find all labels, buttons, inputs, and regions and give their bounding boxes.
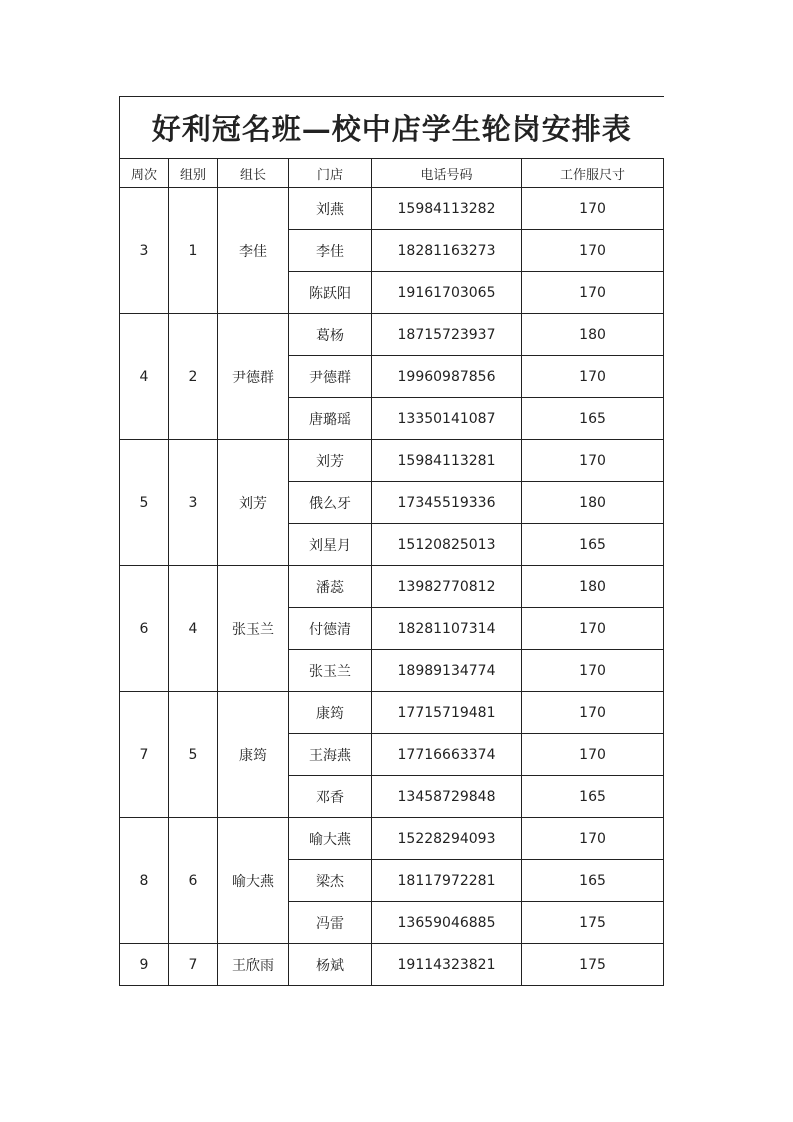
phone-cell: 18117972281 <box>372 860 522 902</box>
uniform-size-cell: 165 <box>522 860 664 902</box>
phone-cell: 17345519336 <box>372 482 522 524</box>
page-title: 好利冠名班—校中店学生轮岗安排表 <box>120 97 664 159</box>
uniform-size-cell: 170 <box>522 650 664 692</box>
uniform-size-cell: 165 <box>522 398 664 440</box>
week-cell: 4 <box>120 314 169 440</box>
store-cell: 梁杰 <box>289 860 372 902</box>
uniform-size-cell: 165 <box>522 524 664 566</box>
phone-cell: 13458729848 <box>372 776 522 818</box>
phone-cell: 15984113282 <box>372 188 522 230</box>
store-cell: 刘星月 <box>289 524 372 566</box>
uniform-size-cell: 165 <box>522 776 664 818</box>
title-row <box>120 97 664 159</box>
uniform-size-cell: 170 <box>522 608 664 650</box>
group-cell: 7 <box>169 944 218 986</box>
leader-cell: 李佳 <box>218 188 289 314</box>
store-cell: 尹德群 <box>289 356 372 398</box>
header-row <box>120 159 664 188</box>
leader-cell: 喻大燕 <box>218 818 289 944</box>
store-cell: 邓香 <box>289 776 372 818</box>
leader-cell: 尹德群 <box>218 314 289 440</box>
store-cell: 付德清 <box>289 608 372 650</box>
store-cell: 喻大燕 <box>289 818 372 860</box>
phone-cell: 15228294093 <box>372 818 522 860</box>
week-cell: 3 <box>120 188 169 314</box>
uniform-size-cell: 175 <box>522 944 664 986</box>
uniform-size-cell: 170 <box>522 188 664 230</box>
uniform-size-cell: 170 <box>522 272 664 314</box>
store-cell: 葛杨 <box>289 314 372 356</box>
header-group: 组别 <box>169 159 218 188</box>
leader-cell: 刘芳 <box>218 440 289 566</box>
uniform-size-cell: 180 <box>522 482 664 524</box>
header-uniform-size: 工作服尺寸 <box>522 159 664 188</box>
table-row <box>120 944 664 986</box>
uniform-size-cell: 170 <box>522 818 664 860</box>
store-cell: 刘燕 <box>289 188 372 230</box>
phone-cell: 17716663374 <box>372 734 522 776</box>
uniform-size-cell: 180 <box>522 566 664 608</box>
group-cell: 4 <box>169 566 218 692</box>
phone-cell: 18715723937 <box>372 314 522 356</box>
phone-cell: 15984113281 <box>372 440 522 482</box>
header-store: 门店 <box>289 159 372 188</box>
table-row <box>120 440 664 482</box>
uniform-size-cell: 170 <box>522 230 664 272</box>
phone-cell: 17715719481 <box>372 692 522 734</box>
phone-cell: 19960987856 <box>372 356 522 398</box>
table-row <box>120 692 664 734</box>
header-leader: 组长 <box>218 159 289 188</box>
week-cell: 5 <box>120 440 169 566</box>
rotation-schedule-table <box>119 96 664 986</box>
table-row <box>120 188 664 230</box>
phone-cell: 13659046885 <box>372 902 522 944</box>
store-cell: 张玉兰 <box>289 650 372 692</box>
group-cell: 1 <box>169 188 218 314</box>
store-cell: 俄么牙 <box>289 482 372 524</box>
week-cell: 7 <box>120 692 169 818</box>
week-cell: 6 <box>120 566 169 692</box>
group-cell: 3 <box>169 440 218 566</box>
store-cell: 刘芳 <box>289 440 372 482</box>
group-cell: 2 <box>169 314 218 440</box>
phone-cell: 13982770812 <box>372 566 522 608</box>
phone-cell: 18989134774 <box>372 650 522 692</box>
leader-cell: 王欣雨 <box>218 944 289 986</box>
store-cell: 王海燕 <box>289 734 372 776</box>
table-row <box>120 818 664 860</box>
store-cell: 康筠 <box>289 692 372 734</box>
uniform-size-cell: 180 <box>522 314 664 356</box>
phone-cell: 18281107314 <box>372 608 522 650</box>
phone-cell: 19114323821 <box>372 944 522 986</box>
header-week: 周次 <box>120 159 169 188</box>
store-cell: 李佳 <box>289 230 372 272</box>
group-cell: 6 <box>169 818 218 944</box>
week-cell: 9 <box>120 944 169 986</box>
store-cell: 陈跃阳 <box>289 272 372 314</box>
uniform-size-cell: 170 <box>522 692 664 734</box>
uniform-size-cell: 170 <box>522 734 664 776</box>
week-cell: 8 <box>120 818 169 944</box>
phone-cell: 19161703065 <box>372 272 522 314</box>
store-cell: 潘蕊 <box>289 566 372 608</box>
table-body <box>120 97 664 986</box>
leader-cell: 张玉兰 <box>218 566 289 692</box>
uniform-size-cell: 170 <box>522 356 664 398</box>
table-row <box>120 314 664 356</box>
leader-cell: 康筠 <box>218 692 289 818</box>
table-row <box>120 566 664 608</box>
phone-cell: 15120825013 <box>372 524 522 566</box>
group-cell: 5 <box>169 692 218 818</box>
store-cell: 杨斌 <box>289 944 372 986</box>
store-cell: 冯雷 <box>289 902 372 944</box>
uniform-size-cell: 170 <box>522 440 664 482</box>
store-cell: 唐璐瑶 <box>289 398 372 440</box>
phone-cell: 18281163273 <box>372 230 522 272</box>
uniform-size-cell: 175 <box>522 902 664 944</box>
phone-cell: 13350141087 <box>372 398 522 440</box>
header-phone: 电话号码 <box>372 159 522 188</box>
